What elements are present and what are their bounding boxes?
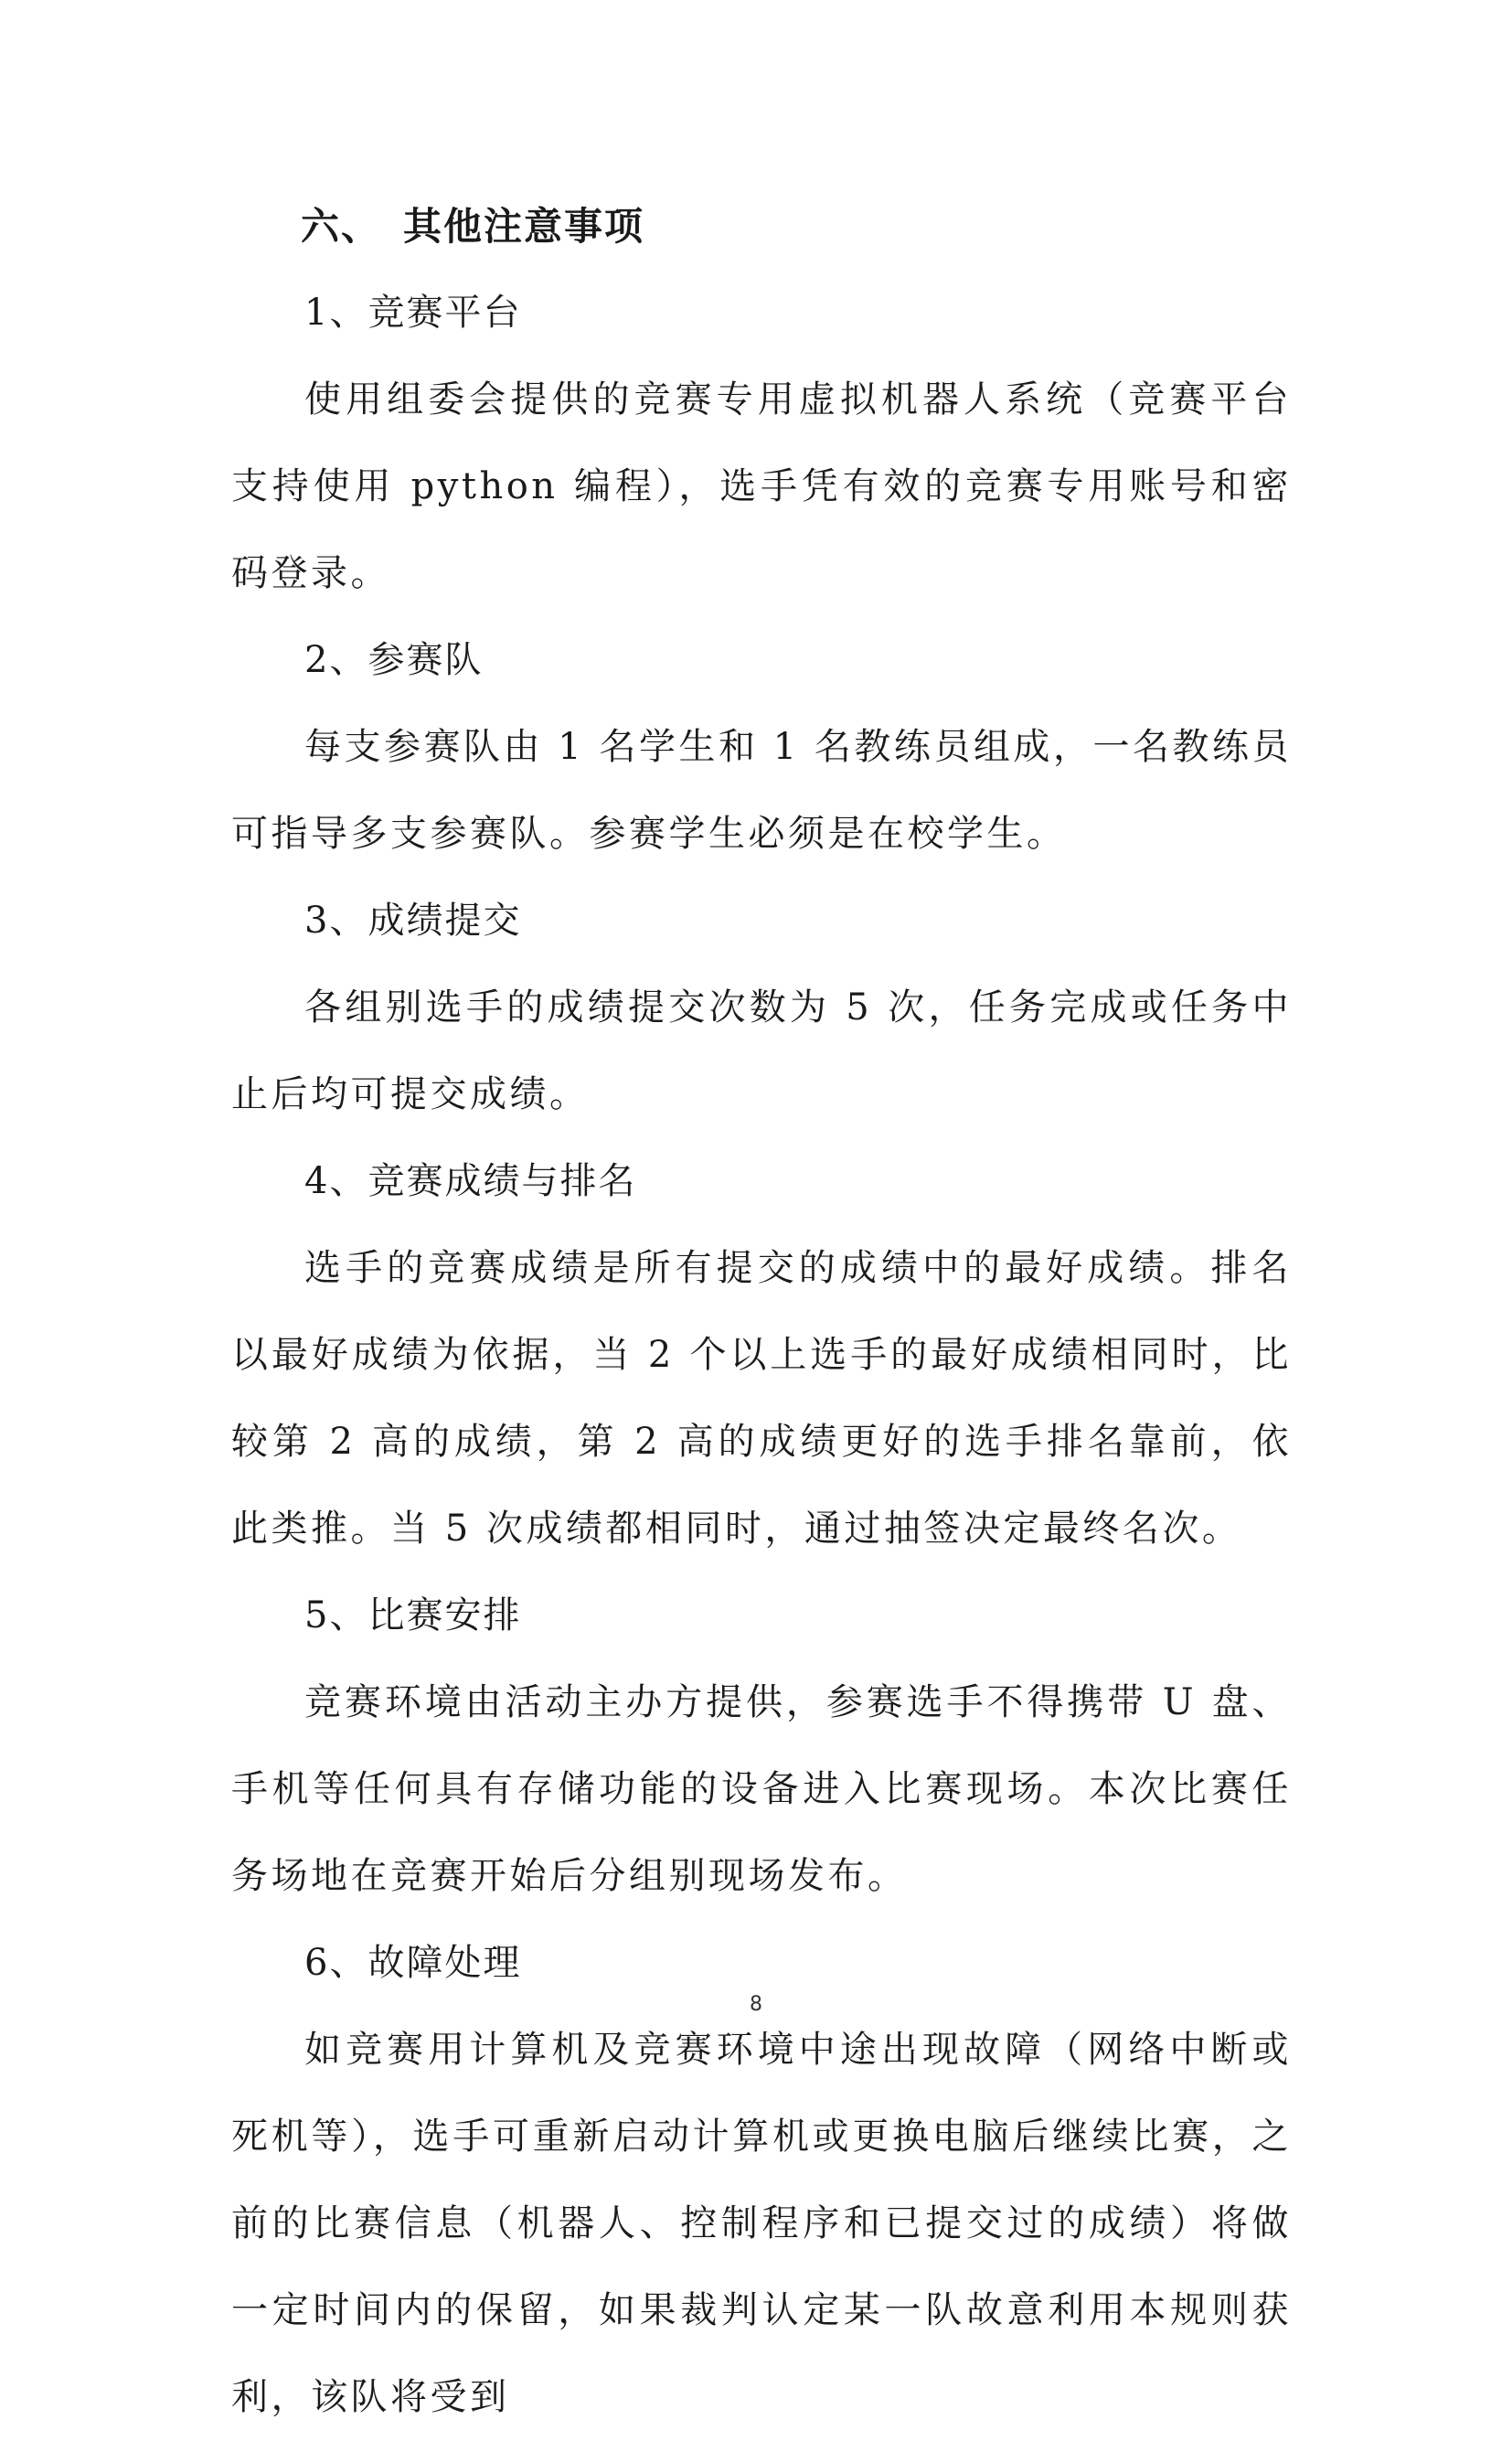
subsection-paragraph: 每支参赛队由 1 名学生和 1 名教练员组成，一名教练员可指导多支参赛队。参赛学生必须是在校学生。 [231, 726, 1292, 855]
subsection-paragraph: 使用组委会提供的竞赛专用虚拟机器人系统（竞赛平台支持使用 python 编程），选手凭有效的竞赛专用账号和密码登录。 [231, 378, 1292, 594]
section-heading-number: 六、 [301, 204, 382, 249]
section-heading [301, 183, 1292, 270]
subsection-title: 4、竞赛成绩与排名 [304, 1160, 637, 1202]
section-teams [231, 617, 1292, 878]
subsection-title: 6、故障处理 [304, 1942, 522, 1984]
subsection-title: 5、比赛安排 [304, 1594, 522, 1636]
subsection-title: 1、竞赛平台 [304, 292, 522, 334]
section-score-submission [231, 878, 1292, 1138]
section-heading-title: 其他注意事项 [403, 204, 645, 249]
page-number: 8 [750, 1993, 762, 2016]
section-competition-platform [231, 270, 1292, 617]
subsection-paragraph: 选手的竞赛成绩是所有提交的成绩中的最好成绩。排名以最好成绩为依据，当 2 个以上选手的最好成绩相同时，比较第 2 高的成绩，第 2 高的成绩更好的选手排名靠前，依此类推。当 5 次成绩都相同时，通过抽签决定最终名次。 [231, 1247, 1292, 1550]
subsection-title: 2、参赛队 [304, 639, 484, 681]
section-match-arrangement [231, 1572, 1292, 1920]
page-content [231, 183, 1292, 2441]
subsection-paragraph: 各组别选手的成绩提交次数为 5 次，任务完成或任务中止后均可提交成绩。 [231, 986, 1292, 1115]
subsection-paragraph: 如竞赛用计算机及竞赛环境中途出现故障（网络中断或死机等），选手可重新启动计算机或更换电脑后继续比赛，之前的比赛信息（机器人、控制程序和已提交过的成绩）将做一定时间内的保留，如果裁判认定某一队故意利用本规则获利，该队将受到 [231, 2029, 1292, 2418]
subsection-paragraph: 竞赛环境由活动主办方提供，参赛选手不得携带 U 盘、手机等任何具有存储功能的设备进入比赛现场。本次比赛任务场地在竞赛开始后分组别现场发布。 [231, 1681, 1292, 1897]
subsection-title: 3、成绩提交 [304, 900, 522, 942]
section-scores-and-ranking [231, 1138, 1292, 1572]
